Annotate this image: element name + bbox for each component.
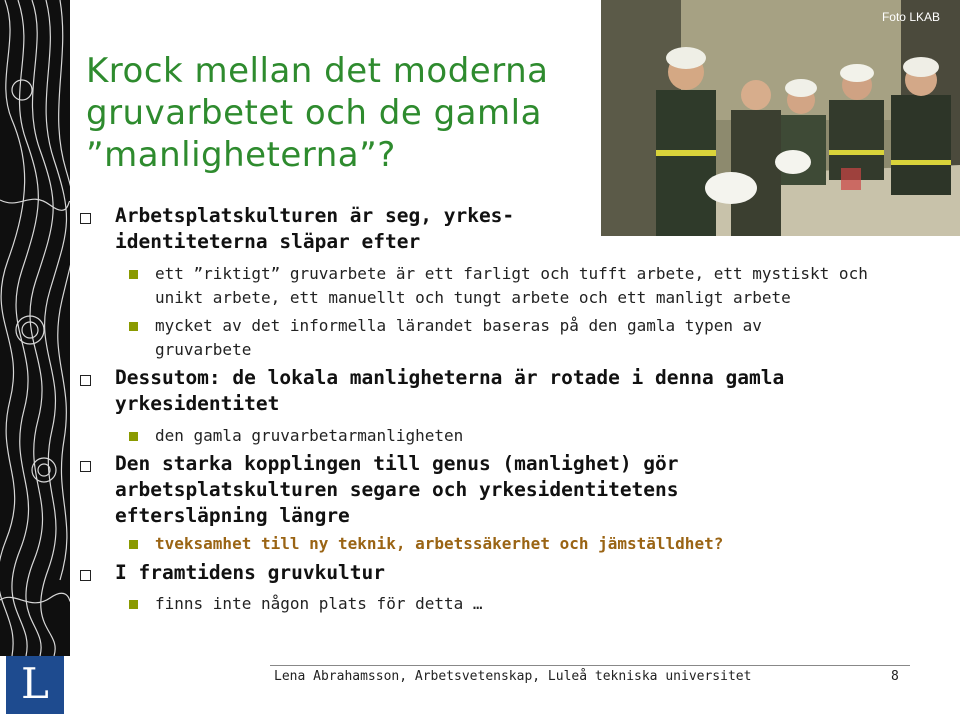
sub-bullet-2-1: den gamla gruvarbetarmanligheten bbox=[155, 426, 464, 445]
sub-bullet-1-2-line-2: gruvarbete bbox=[155, 340, 252, 359]
sub-bullet-1-1-line-1: ett ”riktigt” gruvarbete är ett farligt och tufft arbete, ett mystiskt och bbox=[155, 264, 868, 283]
bullet-2-line-1: Dessutom: de lokala manligheterna är rotade i denna gamla bbox=[115, 366, 785, 389]
sub-bullet-1-1-line-2: unikt arbete, ett manuellt och tungt arbete och ett manligt arbete bbox=[155, 288, 791, 307]
page-number: 8 bbox=[891, 669, 899, 684]
bullet-1-line-1: Arbetsplatskulturen är seg, yrkes- bbox=[115, 204, 515, 227]
square-bullet-icon bbox=[129, 270, 138, 279]
sub-bullet-1-2-line-1: mycket av det informella lärandet baseras på den gamla typen av bbox=[155, 316, 762, 335]
bullet-4-line-1: I framtidens gruvkultur bbox=[115, 561, 386, 584]
square-bullet-icon bbox=[129, 322, 138, 331]
miners-meeting-photo bbox=[601, 0, 960, 236]
photo-credit: Foto LKAB bbox=[881, 10, 940, 24]
bullet-3-line-2: arbetsplatskulturen segare och yrkesidentitetens bbox=[115, 478, 679, 501]
topographic-map-strip bbox=[0, 0, 70, 656]
bullet-3-line-3: eftersläpning längre bbox=[115, 504, 350, 527]
bullet-1-line-2: identiteterna släpar efter bbox=[115, 230, 421, 253]
logo-letter: L bbox=[21, 659, 49, 708]
square-bullet-icon bbox=[129, 540, 138, 549]
footer-divider bbox=[270, 665, 910, 666]
footer-author: Lena Abrahamsson, Arbetsvetenskap, Luleå tekniska universitet bbox=[274, 669, 752, 684]
square-bullet-icon bbox=[129, 432, 138, 441]
square-outline-bullet-icon bbox=[80, 570, 91, 581]
bullet-3-line-1: Den starka kopplingen till genus (manlighet) gör bbox=[115, 452, 679, 475]
bullet-2-line-2: yrkesidentitet bbox=[115, 392, 280, 415]
sub-bullet-4-1: finns inte någon plats för detta … bbox=[155, 594, 483, 613]
university-logo bbox=[6, 656, 64, 714]
square-outline-bullet-icon bbox=[80, 213, 91, 224]
sub-bullet-3-1: tveksamhet till ny teknik, arbetssäkerhet och jämställdhet? bbox=[155, 534, 724, 553]
slide-title: Krock mellan det moderna gruvarbetet och de gamla ”manligheterna”? bbox=[86, 51, 549, 175]
square-outline-bullet-icon bbox=[80, 375, 91, 386]
square-bullet-icon bbox=[129, 600, 138, 609]
square-outline-bullet-icon bbox=[80, 461, 91, 472]
